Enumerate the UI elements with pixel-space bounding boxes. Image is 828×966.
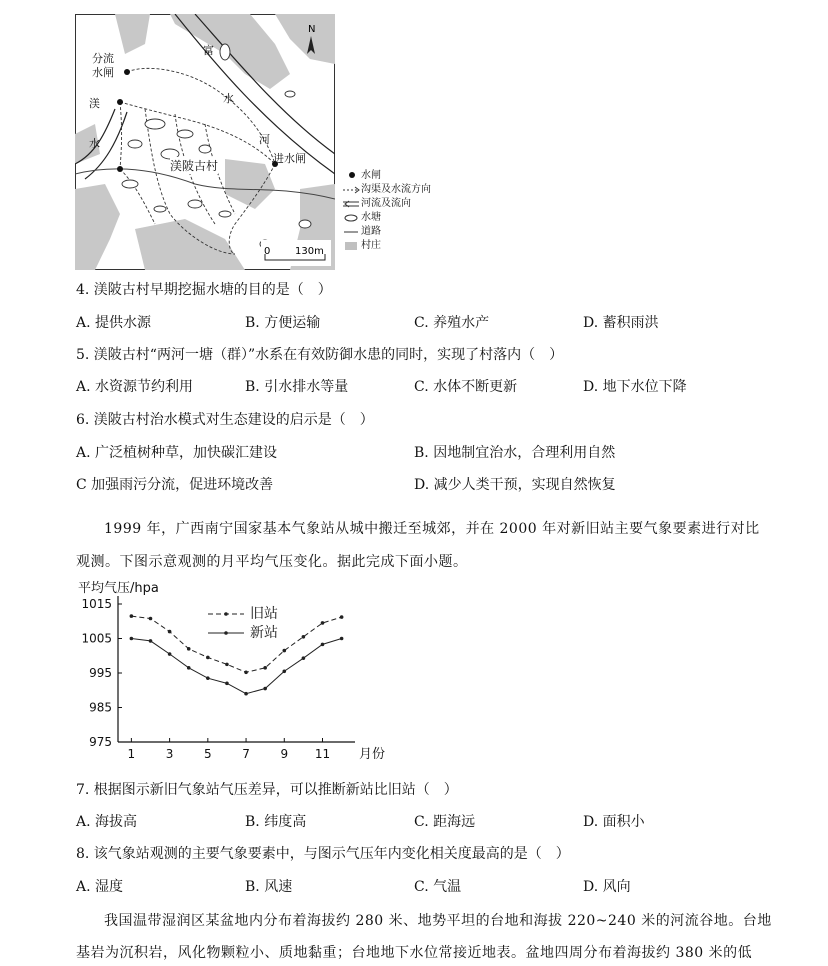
- x-tick-label: 5: [204, 747, 212, 761]
- north-label: N: [308, 24, 316, 35]
- data-point: [302, 656, 306, 660]
- question-8-stem: 8. 该气象站观测的主要气象要素中，与图示气压年内变化相关度最高的是（ ）: [76, 846, 570, 862]
- question-7-option-a[interactable]: A. 海拔高: [76, 814, 138, 830]
- legend-river: 河流及流向: [343, 194, 411, 209]
- split-gate-label: 分流 水闸: [92, 52, 114, 79]
- x-tick-label: 1: [127, 747, 136, 761]
- dashed-arrow-icon: [343, 186, 361, 194]
- question-5-option-c[interactable]: C. 水体不断更新: [414, 379, 518, 395]
- data-point: [263, 687, 267, 691]
- legend-marker-1: [224, 631, 228, 635]
- legend-gate: 水闸: [343, 166, 381, 181]
- data-point: [130, 614, 134, 618]
- data-point: [340, 615, 344, 619]
- question-7-option-b[interactable]: B. 纬度高: [245, 814, 307, 830]
- question-4-stem: 4. 渼陂古村早期挖掘水塘的目的是（ ）: [76, 282, 332, 298]
- y-tick-label: 1015: [81, 597, 112, 611]
- intro2-line-2: 基岩为沉积岩，风化物颗粒小、质地黏重；台地地下水位常接近地表。盆地四周分布着海拔约 380 米的低: [76, 945, 753, 961]
- question-4-option-c[interactable]: C. 养殖水产: [414, 315, 490, 331]
- legend-label-0: 旧站: [250, 606, 278, 622]
- legend-pond: 水塘: [343, 208, 381, 223]
- question-5-option-a[interactable]: A. 水资源节约利用: [76, 379, 194, 395]
- y-tick-label: 975: [89, 735, 112, 749]
- data-point: [187, 647, 191, 651]
- data-point: [225, 682, 229, 686]
- legend-village: 村庄: [343, 236, 381, 251]
- legend-road: 道路: [343, 222, 381, 237]
- data-point: [340, 637, 344, 641]
- question-7-option-c[interactable]: C. 距海远: [414, 814, 476, 830]
- village-swatch-icon: [343, 242, 361, 250]
- data-point: [149, 617, 153, 621]
- data-point: [149, 639, 153, 643]
- question-4-option-b[interactable]: B. 方便运输: [245, 315, 321, 331]
- data-point: [244, 692, 248, 696]
- question-5-stem: 5. 渼陂古村“两河一塘（群）”水系在有效防御水患的同时，实现了村落内（ ）: [76, 347, 564, 363]
- question-6-stem: 6. 渼陂古村治水模式对生态建设的启示是（ ）: [76, 412, 374, 428]
- intro-line-1: 1999 年，广西南宁国家基本气象站从城中搬迁至城郊，并在 2000 年对新旧站主要气象要素进行对比: [104, 521, 760, 537]
- data-point: [187, 666, 191, 670]
- intro-line-2: 观测。下图示意观测的月平均气压变化。据此完成下面小题。: [76, 554, 468, 570]
- village-label: 渼陂古村: [170, 159, 219, 173]
- data-point: [302, 635, 306, 639]
- question-7-option-d[interactable]: D. 面积小: [583, 814, 645, 830]
- data-point: [168, 630, 172, 634]
- data-point: [206, 656, 210, 660]
- series-line-new-station: [131, 639, 341, 694]
- y-tick-label: 995: [89, 666, 112, 680]
- data-point: [282, 649, 286, 653]
- question-6-option-a[interactable]: A. 广泛植树种草，加快碳汇建设: [76, 445, 278, 461]
- question-4-option-a[interactable]: A. 提供水源: [76, 315, 152, 331]
- question-6-option-d[interactable]: D. 减少人类干预，实现自然恢复: [414, 477, 616, 493]
- data-point: [282, 669, 286, 673]
- fu-river-label-1: 富: [203, 44, 214, 57]
- x-tick-label: 7: [242, 747, 250, 761]
- fu-river-label-2: 水: [223, 92, 234, 105]
- data-point: [130, 637, 134, 641]
- x-tick-label: 11: [314, 747, 331, 761]
- question-8-option-c[interactable]: C. 气温: [414, 879, 462, 895]
- scale-zero: 0: [264, 246, 271, 257]
- legend-ditch: 沟渠及水流方向: [343, 180, 431, 195]
- data-point: [321, 643, 325, 647]
- fu-river-label-3: 河: [259, 133, 270, 146]
- question-6-option-c[interactable]: C 加强雨污分流，促进环境改善: [76, 477, 274, 493]
- pond-icon: [343, 214, 361, 222]
- question-8-option-d[interactable]: D. 风向: [583, 879, 631, 895]
- pressure-chart: [70, 576, 400, 766]
- question-4-option-d[interactable]: D. 蓄积雨洪: [583, 315, 659, 331]
- data-point: [225, 663, 229, 667]
- y-axis-label: 平均气压/hpa: [78, 581, 159, 596]
- question-5-option-d[interactable]: D. 地下水位下降: [583, 379, 687, 395]
- legend-marker-0: [224, 612, 228, 616]
- scale-distance: 130m: [295, 246, 324, 257]
- y-tick-label: 985: [89, 700, 112, 715]
- x-tick-label: 3: [165, 747, 174, 761]
- data-point: [321, 621, 325, 625]
- intro2-line-1: 我国温带湿润区某盆地内分布着海拔约 280 米、地势平坦的台地和海拔 220~240 米的河流谷地。台地: [104, 913, 772, 929]
- mei-river-label: 渼 水: [89, 97, 100, 150]
- gate-dot-icon: [349, 172, 355, 178]
- question-7-stem: 7. 根据图示新旧气象站气压差异，可以推断新站比旧站（ ）: [76, 782, 458, 798]
- inlet-gate-label: 进水闸: [273, 152, 306, 165]
- question-6-option-b[interactable]: B. 因地制宜治水，合理利用自然: [414, 445, 616, 461]
- y-tick-label: 1005: [81, 631, 112, 646]
- road-line-icon: [343, 228, 361, 236]
- question-8-option-a[interactable]: A. 湿度: [76, 879, 124, 895]
- data-point: [244, 671, 248, 675]
- river-arrow-icon: [343, 200, 361, 208]
- data-point: [168, 652, 172, 656]
- water-system-map: [75, 14, 335, 270]
- data-point: [263, 666, 267, 670]
- series-line-old-station: [131, 616, 341, 672]
- legend-label-1: 新站: [250, 625, 278, 641]
- map-legend: [343, 166, 463, 256]
- x-axis-label: 月份: [359, 747, 386, 762]
- x-tick-label: 9: [280, 747, 289, 761]
- data-point: [206, 676, 210, 680]
- question-5-option-b[interactable]: B. 引水排水等量: [245, 379, 349, 395]
- pressure-chart-svg: [70, 576, 400, 766]
- question-8-option-b[interactable]: B. 风速: [245, 879, 293, 895]
